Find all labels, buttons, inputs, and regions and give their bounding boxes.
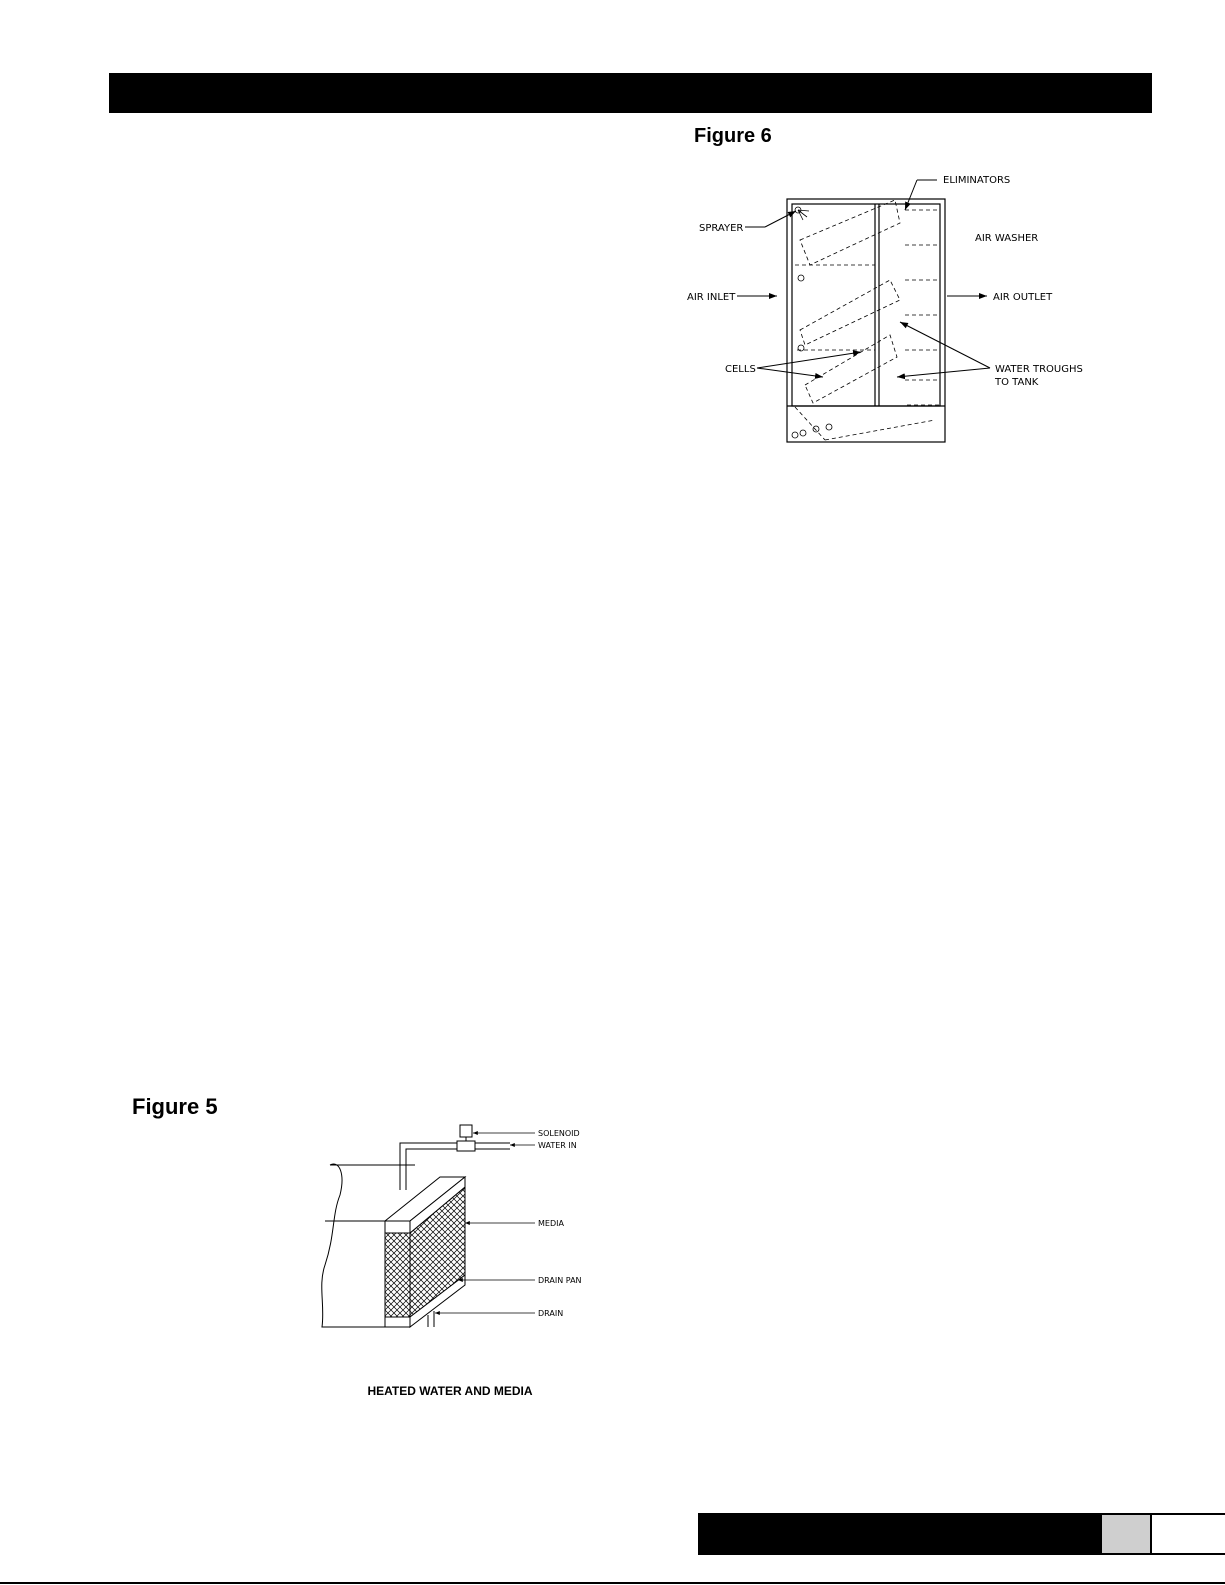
figure-5-heated-water-media-diagram bbox=[310, 1115, 600, 1340]
label-drain: DRAIN bbox=[538, 1309, 564, 1318]
label-air-inlet: AIR INLET bbox=[687, 292, 736, 303]
label-media: MEDIA bbox=[538, 1219, 564, 1228]
page-number-box bbox=[1100, 1513, 1152, 1555]
label-eliminators: ELIMINATORS bbox=[943, 175, 1011, 186]
bottom-rule bbox=[0, 1582, 1225, 1584]
label-cells: CELLS bbox=[725, 364, 756, 375]
label-water-troughs-1: WATER TROUGHS bbox=[995, 364, 1083, 375]
figure-6-title: Figure 6 bbox=[694, 125, 772, 147]
cells-dashed bbox=[795, 200, 940, 440]
label-sprayer: SPRAYER bbox=[699, 223, 744, 234]
page-number-edge bbox=[1152, 1513, 1225, 1555]
media-box bbox=[385, 1177, 465, 1327]
footer-bar bbox=[698, 1513, 1100, 1555]
holes bbox=[792, 275, 832, 438]
figure-5-caption: HEATED WATER AND MEDIA bbox=[367, 1384, 533, 1398]
header-bar bbox=[109, 73, 1152, 113]
label-water-troughs-2: TO TANK bbox=[995, 377, 1039, 388]
label-solenoid: SOLENOID bbox=[538, 1129, 580, 1138]
leader-arrows bbox=[737, 180, 990, 377]
sprayer-icon bbox=[795, 207, 809, 220]
figure-5-title: Figure 5 bbox=[132, 1094, 218, 1119]
label-air-washer: AIR WASHER bbox=[975, 233, 1039, 244]
air-washer-housing bbox=[787, 199, 945, 442]
label-air-outlet: AIR OUTLET bbox=[993, 292, 1053, 303]
label-drain-pan: DRAIN PAN bbox=[538, 1276, 582, 1285]
figure-6-air-washer-diagram bbox=[685, 165, 1105, 455]
label-water-in: WATER IN bbox=[538, 1141, 577, 1150]
